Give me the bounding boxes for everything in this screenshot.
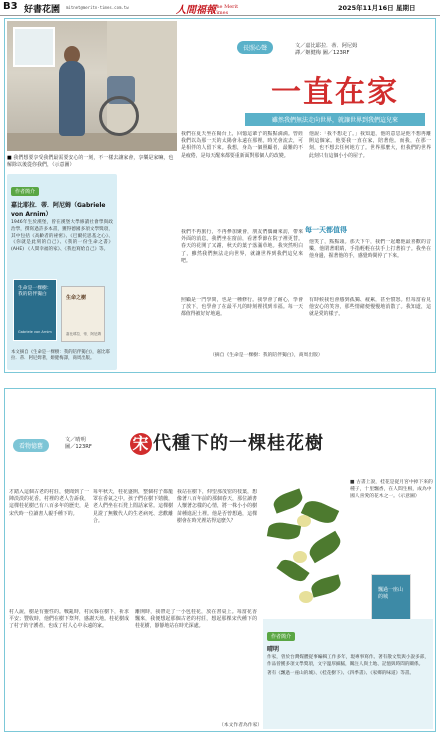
section-kicker: 看物憶舊 <box>13 439 49 452</box>
body-paragraph: 我們不再旅行，不再參加聚會，朋友們偶爾來訪，帶來外面的消息。我們坐在窗前，看著季節在院子裡更替。春天的花開了又謝，秋天的葉子落滿草地。我突然明白了，雖然我們無法走向世界，就讓世界到我們這兒來吧。 <box>181 229 303 264</box>
photo-wheelchair-wheel <box>99 96 139 136</box>
article-body <box>9 489 259 727</box>
leaf <box>306 531 344 564</box>
headline-highlight-char: 宋 <box>130 433 152 455</box>
body-paragraph: 村人說，樹是有靈性的。戰亂時，村民躲在樹下，祈求平安；豐收時，他們在樹下祭拜，感謝天地。桂花樹成了村子的守護者，也成了村人心中永遠的家。 <box>9 609 129 630</box>
author-name: 嘉比耶拉．蒂．阿尼姆（Gabriele von Arnim） <box>11 202 106 218</box>
body-paragraph: 他笑了，點點頭。那天下午，我們一起聽他最喜歡的音樂，他閉著眼睛，手指輕輕在扶手上打著拍子。我坐在他身邊，握著他的手，感覺時間停了下來。 <box>309 239 431 260</box>
flower-cluster <box>297 515 311 527</box>
article-byline: 文／晴明 圖／123RF <box>65 437 92 450</box>
article-headline <box>130 429 324 455</box>
author-info-tag: 作者簡介 <box>267 632 295 641</box>
article-headline: 一直在家 <box>271 75 399 110</box>
flower-cluster <box>299 591 313 603</box>
article-end-note: （本文作者為作家） <box>219 723 263 728</box>
photo-caregiver <box>59 61 85 136</box>
osmanthus-photo <box>263 483 353 618</box>
excerpt-note: 本文摘自《生命是一棵樹：我的陪伴獨白》，嘉比耶拉．蒂．阿尼姆著，姬健梅譯，商周出版。 <box>11 350 110 362</box>
section-title: 好書花園 <box>24 5 61 15</box>
body-paragraph: 才踏入這個古老的村莊，便聞到了一陣淡淡的花香。村裡的老人告訴我，這棵桂花樹已有八百多年的歷史，是宋代時一位讀書人親手種下的。 <box>9 489 89 517</box>
logo-english: The Merit Times <box>213 4 239 16</box>
body-paragraph: 他說：「我不想走了。」我知道，他的意思是他不想再離開這個家。他要我一直在家，陪著他。而我，在那一刻，也不想去任何地方了。世界那麼大，但我們的世界此刻只有這個小小的屋子。 <box>309 131 431 159</box>
author-info-tag: 作者簡介 <box>11 187 39 196</box>
book-cover <box>13 279 57 341</box>
logo-chinese: 人間福報 <box>176 5 216 16</box>
leaf <box>271 488 305 513</box>
page-number: B3 <box>3 1 18 12</box>
author-info-box <box>263 619 433 729</box>
photo-floor <box>7 133 177 151</box>
author-bio: 作家，曾於台灣媒體從事編輯工作多年，現專事寫作。著有散文集與小說多部，作品曾獲多項文學獎項，文字溫厚細膩，關注人與土地、記憶與時間的關係。 <box>267 655 429 667</box>
author-bio: 1946年生於漢堡，曾在漢堡大學修讀社會學與政治學，撰寫過許多本書，獲得德國多項文學獎項，其中包括《高齡者的祕密》、《巴爾托思基之心》、《你就是此刻的自己》、《我的一份生命之書》(AHE) 《人間幸福的家》、《我也寫給自己》等。 <box>11 220 113 253</box>
issue-date: 2025年11月16日 星期日 <box>338 4 416 12</box>
author-books: 著有《飄過一座山的城》、《桂花樹下》、《四季書》、《家鄉的味道》等書。 <box>267 670 414 676</box>
book-cover-title: 飄過一座山的城 <box>378 587 404 600</box>
headline-text: 代種下的一棵桂花樹 <box>153 433 324 454</box>
photo-window <box>13 27 55 67</box>
article-subhead: 每一天都值得 <box>305 226 347 234</box>
article-byline: 文／嘉比耶拉．蒂．阿尼姆 譯／姬健梅 圖／123RF <box>295 43 358 56</box>
caregiver-photo <box>7 21 177 151</box>
article-deck: 雖然我們無法走向世界，就讓世界到我們這兒來 <box>245 113 425 126</box>
body-paragraph: 我站在樹下，仰望那茂密的枝葉，想像著八百年前的那個春天，那位讀書人懷著怎樣的心情，將一株小小的樹苗種進泥土裡。他是否曾想過，這棵樹會在時光裡站得這麼久？ <box>177 489 257 524</box>
book-cover-alt <box>61 286 105 342</box>
flower-cluster <box>293 551 307 563</box>
author-info-box <box>7 174 117 370</box>
masthead <box>0 0 440 16</box>
book-cover-alt-author: 嘉比耶拉．蒂．阿尼姆 <box>66 332 101 336</box>
book-cover-title: 生命是一棵樹：我的陪伴獨白 <box>18 286 52 297</box>
author-name: 晴明 <box>267 646 280 653</box>
body-paragraph: 每年秋天，桂花盛開，整個村子都籠罩在香氣之中。孩子們在樹下嬉戲，老人們坐在石凳上閒話家常。這棵樹見證了無數代人的生老病死、悲歡離合。 <box>93 489 173 524</box>
photo-caption: ■ 古書上說，桂花是從月宮中掉下來的種子，十里飄香，在人間生根，成為中國人喜愛的花木之一。（示意圖） <box>350 480 433 499</box>
newspaper-logo <box>176 1 246 14</box>
body-paragraph: 離開時，我帶走了一小包桂花，放在書桌上。每當花香飄來，我便想起那個古老的村莊，想起那棵宋代種下的桂花樹，靜靜地站在時光深處。 <box>135 609 257 630</box>
bottom-article <box>4 388 436 732</box>
article-source: （摘自《生命是一棵樹：我的陪伴獨白》，商周出版） <box>210 353 323 358</box>
section-kicker: 長照心聲 <box>237 41 273 54</box>
photo-caption: ■ 我們想要享受我們最需要安心的一刻，不一樣去讓家會，享樂是家嘛，也解除以後從你我們，（示意圖） <box>7 155 174 168</box>
book-cover-alt-title: 生命之樹 <box>66 295 87 301</box>
section-email[interactable]: mitnet@meritn-times.com.tw <box>66 5 129 10</box>
article-body <box>181 131 433 369</box>
leaf <box>309 574 342 597</box>
body-paragraph: 照顧是一門學問，也是一種修行。我學會了耐心，學會了放下，也學會了在最平凡的時刻裡找到幸福。每一天都值得被好好地過。 <box>181 297 303 318</box>
body-paragraph: 我們在夏天坐在陽台上，回憶這輩子的點點滴滴。曾經我們以為那一天的太陽會永遠在那裡。時光會流去，可是相伴的人留下來。我想，身為一個照顧者，最難的不是疲倦，是每天醒來都要重新面對那個人的改變。 <box>181 131 303 159</box>
book-cover-author: Gabriele von Arnim <box>18 330 52 334</box>
top-article <box>4 18 436 373</box>
body-paragraph: 有時候我也會感到孤獨、疲累，甚至憤怒。但每當看見他安心的笑容，那些情緒便慢慢地消散了。我知道，這就是愛的樣子。 <box>309 297 431 318</box>
leaf <box>267 520 301 541</box>
